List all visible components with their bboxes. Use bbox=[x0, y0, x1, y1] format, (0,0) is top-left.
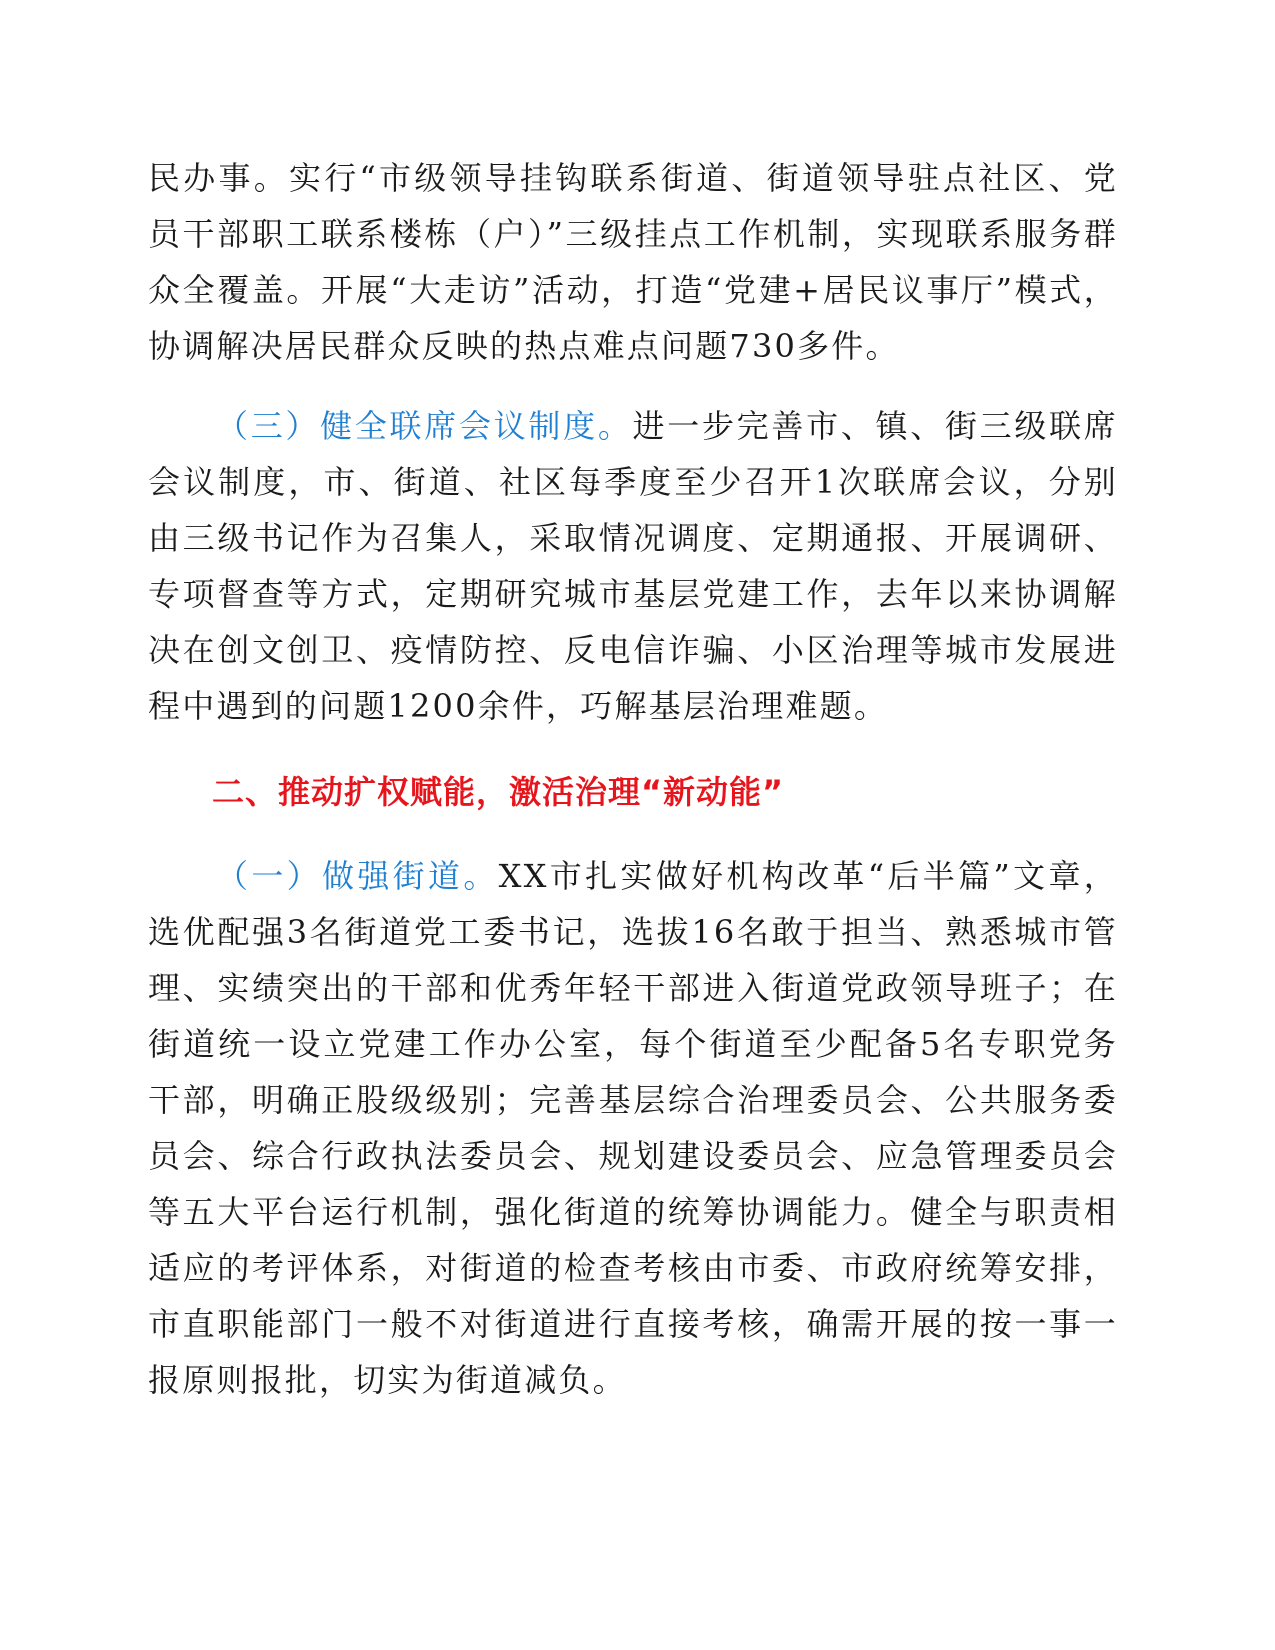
paragraph-joint-meeting bbox=[148, 398, 1118, 734]
subheading-joint-meeting: （三）健全联席会议制度。 bbox=[216, 407, 633, 445]
paragraph-joint-meeting-body: 进一步完善市、镇、街三级联席会议制度，市、街道、社区每季度至少召开1次联席会议，分别由三级书记作为召集人，采取情况调度、定期通报、开展调研、专项督查等方式，定期研究城市基层党建工作，去年以来协调解决在创文创卫、疫情防控、反电信诈骗、小区治理等城市发展进程中遇到的问题1200余件，巧解基层治理难题。 bbox=[148, 407, 1118, 725]
paragraph-continuation: 民办事。实行“市级领导挂钩联系街道、街道领导驻点社区、党员干部职工联系楼栋（户）”三级挂点工作机制，实现联系服务群众全覆盖。开展“大走访”活动，打造“党建+居民议事厅”模式，协调解决居民群众反映的热点难点问题730多件。 bbox=[148, 159, 1118, 365]
subheading-strengthen-streets: （一）做强街道。 bbox=[216, 857, 499, 895]
paragraph-strengthen-streets bbox=[148, 848, 1118, 1408]
section-heading: 二、推动扩权赋能，激活治理“新动能” bbox=[212, 773, 785, 811]
document-page bbox=[148, 150, 1118, 1408]
paragraph-strengthen-streets-body: XX市扎实做好机构改革“后半篇”文章，选优配强3名街道党工委书记，选拔16名敢于担当、熟悉城市管理、实绩突出的干部和优秀年轻干部进入街道党政领导班子；在街道统一设立党建工作办公室，每个街道至少配备5名专职党务干部，明确正股级级别；完善基层综合治理委员会、公共服务委员会、综合行政执法委员会、规划建设委员会、应急管理委员会等五大平台运行机制，强化街道的统筹协调能力。健全与职责相适应的考评体系，对街道的检查考核由市委、市政府统筹安排，市直职能部门一般不对街道进行直接考核，确需开展的按一事一报原则报批，切实为街道减负。 bbox=[148, 857, 1118, 1399]
